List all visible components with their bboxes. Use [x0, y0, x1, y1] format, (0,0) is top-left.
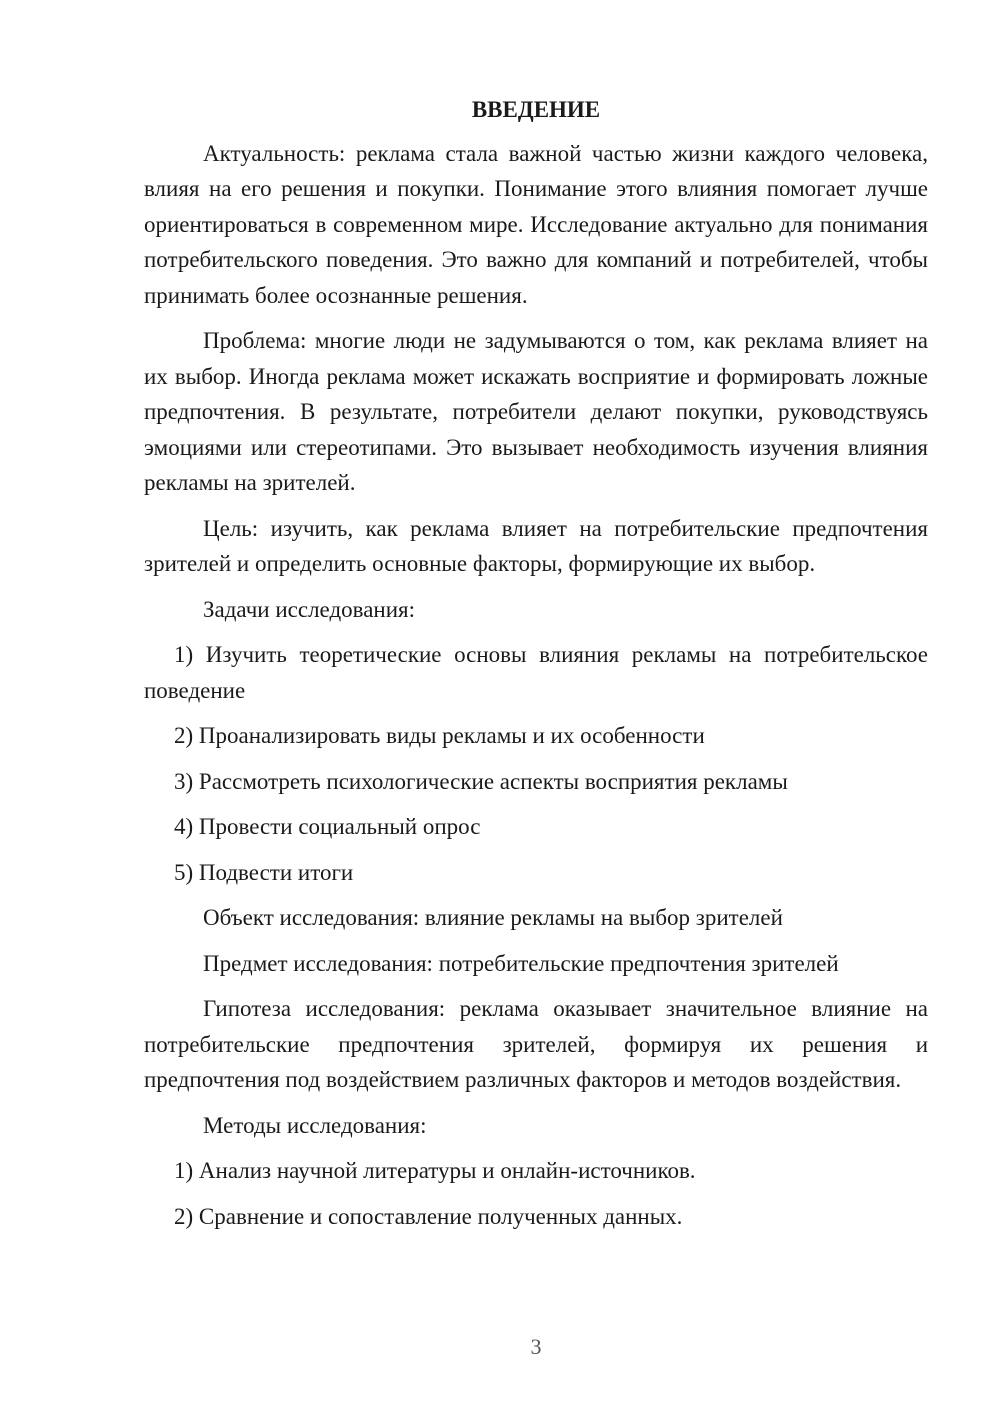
- method-item-1: 1) Анализ научной литературы и онлайн-источников.: [174, 1158, 696, 1183]
- task-item-3: 3) Рассмотреть психологические аспекты восприятия рекламы: [174, 768, 788, 794]
- goal-paragraph: Цель: изучить, как реклама влияет на потребительские предпочтения зрителей и определить основные факторы, формирующие их выбор.: [144, 515, 928, 576]
- page-number: 3: [530, 1334, 542, 1359]
- page-content: [144, 92, 928, 1244]
- subject-paragraph: Предмет исследования: потребительские предпочтения зрителей: [203, 950, 839, 976]
- problem-paragraph: Проблема: многие люди не задумываются о том, как реклама влияет на их выбор. Иногда реклама может искажать восприятие и формировать ложные предпочтения. В результате, потребители делают покупки, руководствуясь эмоциями или стереотипами. Это вызывает необходимость изучения влияния рекламы на зрителей.: [144, 328, 928, 495]
- hypothesis-paragraph: Гипотеза исследования: реклама оказывает значительное влияние на потребительские предпочтения зрителей, формируя их решения и предпочтения под воздействием различных факторов и методов воздействия.: [144, 996, 928, 1092]
- task-item-1: 1) Изучить теоретические основы влияния рекламы на потребительское поведение: [144, 642, 928, 703]
- object-paragraph: Объект исследования: влияние рекламы на выбор зрителей: [203, 905, 783, 930]
- section-title: ВВЕДЕНИЕ: [471, 97, 601, 122]
- tasks-heading: Задачи исследования:: [203, 596, 416, 622]
- relevance-paragraph: Актуальность: реклама стала важной частью жизни каждого человека, влияя на его решения и покупки. Понимание этого влияния помогает лучше ориентироваться в современном мире. Исследование актуально для понимания потребительского поведения. Это важно для компаний и потребителей, чтобы принимать более осознанные решения.: [144, 140, 928, 308]
- task-item-5: 5) Подвести итоги: [174, 859, 354, 885]
- methods-heading: Методы исследования:: [203, 1112, 427, 1138]
- method-item-2: 2) Сравнение и сопоставление полученных данных.: [174, 1203, 683, 1229]
- task-item-4: 4) Провести социальный опрос: [174, 814, 481, 839]
- task-item-2: 2) Проанализировать виды рекламы и их особенности: [174, 723, 705, 748]
